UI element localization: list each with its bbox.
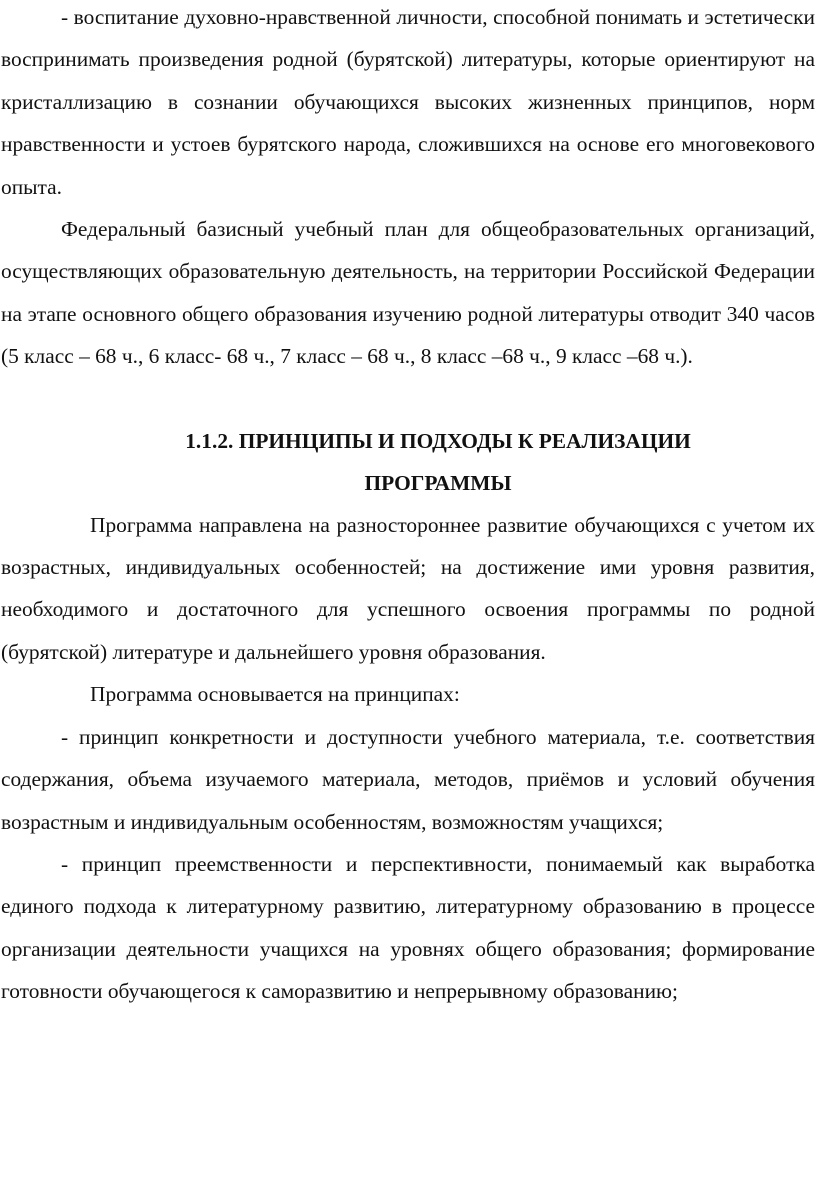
section-heading-line-2: ПРОГРАММЫ bbox=[364, 470, 512, 495]
section-heading-line-1: 1.1.2. ПРИНЦИПЫ И ПОДХОДЫ К РЕАЛИЗАЦИИ bbox=[185, 428, 691, 453]
paragraph-program-direction: Программа направлена на разностороннее развитие обучающихся с учетом их возрастных, индивидуальных особенностей; на достижение ими уровня развития, необходимого и достаточного для успешного освоения программы по родной (бурятской) литературе и дальнейшего уровня образования. bbox=[1, 512, 815, 664]
paragraph-principle-concreteness: - принцип конкретности и доступности учебного материала, т.е. соответствия содержания, объема изучаемого материала, методов, приёмов и условий обучения возрастным и индивидуальным особенностям, возможностям учащихся; bbox=[1, 724, 815, 834]
paragraph-federal-plan: Федеральный базисный учебный план для общеобразовательных организаций, осуществляющих образовательную деятельность, на территории Российской Федерации на этапе основного общего образования изучению родной литературы отводит 340 часов (5 класс – 68 ч., 6 класс- 68 ч., 7 класс – 68 ч., 8 класс –68 ч., 9 класс –68 ч.). bbox=[1, 217, 815, 369]
section-heading bbox=[1, 420, 815, 504]
paragraph-principles-intro: Программа основывается на принципах: bbox=[90, 682, 460, 707]
paragraph-aesthetic-education: - воспитание духовно-нравственной личности, способной понимать и эстетически воспринимать произведения родной (бурятской) литературы, которые ориентируют на кристаллизацию в сознании обучающихся высоких жизненных принципов, норм нравственности и устоев бурятского народа, сложившихся на основе его многовекового опыта. bbox=[1, 5, 815, 199]
paragraph-principle-continuity: - принцип преемственности и перспективности, понимаемый как выработка единого подхода к литературному развитию, литературному образованию в процессе организации деятельности учащихся на уровнях общего образования; формирование готовности обучающегося к саморазвитию и непрерывному образованию; bbox=[1, 851, 815, 1004]
section-spacer bbox=[1, 378, 815, 420]
